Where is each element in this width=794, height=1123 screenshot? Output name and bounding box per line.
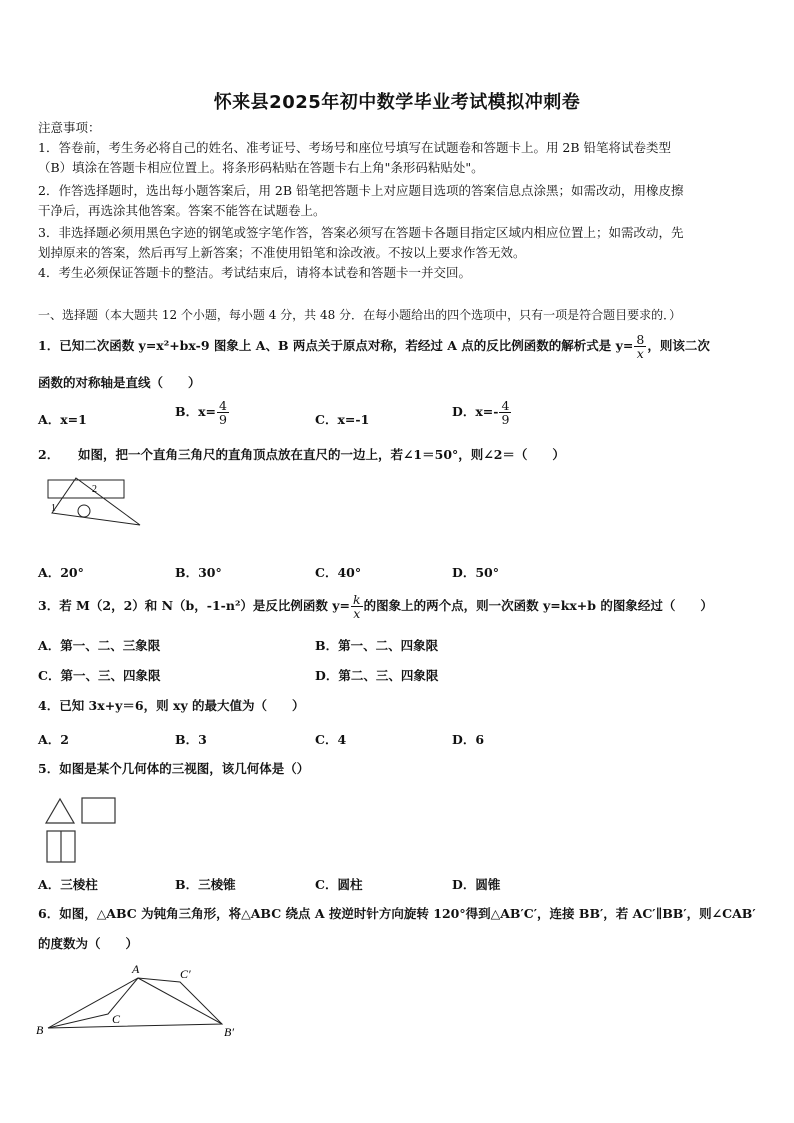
question-1-stem-cont: 函数的对称轴是直线（ ） [38, 375, 201, 390]
option-2c[interactable]: C．40° [315, 565, 362, 580]
side-view-rectangle [82, 798, 115, 823]
option-5a[interactable]: A．三棱柱 [38, 877, 98, 892]
section-heading: 一、选择题（本大题共 12 个小题，每小题 4 分，共 48 分．在每小题给出的四个选项中，只有一项是符合题目要求的．） [38, 308, 682, 322]
angle-2-label: 2 [92, 484, 97, 495]
fraction-numerator: 4 [219, 398, 227, 413]
notice-line-6: 划掉原来的答案，然后再写上新答案；不准使用铅笔和涂改液。不按以上要求作答无效。 [38, 245, 526, 260]
fraction-numerator: 8 [636, 332, 645, 347]
page-title: 怀来县2025年初中数学毕业考试模拟冲刺卷 [213, 92, 581, 113]
notice-line-7: 4．考生必须保证答题卡的整洁。考试结束后，请将本试卷和答题卡一并交回。 [38, 265, 471, 280]
option-3d[interactable]: D．第二、三、四象限 [315, 668, 439, 683]
option-2d[interactable]: D．50° [452, 565, 499, 580]
option-4d[interactable]: D．6 [452, 732, 485, 747]
question-3-text-b: 的图象上的两个点，则一次函数 y=kx+b 的图象经过（ ） [363, 598, 713, 613]
option-3a[interactable]: A．第一、二、三象限 [38, 638, 161, 653]
question-5-stem: 5．如图是某个几何体的三视图，该几何体是（） [38, 761, 310, 776]
option-1c[interactable]: C．x=-1 [315, 412, 370, 427]
question-3-fraction [351, 593, 363, 620]
question-6-stem-cont: 的度数为（ ） [38, 936, 139, 951]
point-b-label: B [36, 1023, 44, 1037]
segment-ab-prime [138, 978, 222, 1024]
ruler-triangle-figure [40, 475, 145, 530]
question-4-stem: 4．已知 3x+y＝6，则 xy 的最大值为（ ） [38, 698, 305, 713]
fraction-denominator: 9 [219, 412, 227, 427]
question-1-text-b: ，则该二次 [647, 338, 710, 353]
point-c-label: C [112, 1012, 121, 1026]
option-1b[interactable] [175, 398, 230, 426]
option-1d-prefix: D．x=- [452, 404, 499, 419]
fraction-denominator: 9 [501, 412, 510, 427]
option-2a[interactable]: A．20° [38, 565, 84, 580]
question-6-stem: 6．如图，△ABC 为钝角三角形，将△ABC 绕点 A 按逆时针方向旋转 120°得到△AB′C′，连接 BB′，若 AC′∥BB′，则∠CAB′ [38, 906, 756, 921]
option-1b-fraction [217, 399, 229, 426]
question-3-text-a: 3．若 M（2，2）和 N（b，-1-n²）是反比例函数 y= [38, 598, 351, 613]
ruler-shape [48, 480, 124, 498]
option-3c[interactable]: C．第一、三、四象限 [38, 668, 161, 683]
angle-1-label: 1 [51, 503, 56, 514]
outer-polygon [48, 978, 222, 1028]
front-view-triangle [46, 799, 74, 823]
point-b-prime-label: B′ [224, 1025, 234, 1039]
fraction-numerator: k [353, 592, 361, 607]
option-1a[interactable]: A．x=1 [38, 412, 87, 427]
question-1-fraction [634, 333, 646, 360]
option-5c[interactable]: C．圆柱 [315, 877, 363, 892]
option-2b[interactable]: B．30° [175, 565, 222, 580]
option-4b[interactable]: B．3 [175, 732, 207, 747]
option-1d-fraction [499, 399, 511, 426]
fraction-numerator: 4 [501, 398, 510, 413]
set-square-hole [78, 505, 90, 517]
option-3b[interactable]: B．第一、二、四象限 [315, 638, 439, 653]
question-3-stem [38, 592, 713, 620]
option-5b[interactable]: B．三棱锥 [175, 877, 236, 892]
fraction-denominator: x [353, 606, 361, 621]
point-c-prime-label: C′ [180, 967, 191, 981]
option-5d[interactable]: D．圆锥 [452, 877, 501, 892]
notice-line-3: 2．作答选择题时，选出每小题答案后，用 2B 铅笔把答题卡上对应题目选项的答案信息点涂黑；如需改动，用橡皮擦 [38, 183, 684, 198]
notice-line-1: 1．答卷前，考生务必将自己的姓名、准考证号、考场号和座位号填写在试题卷和答题卡上。用 2B 铅笔将试卷类型 [38, 140, 672, 155]
option-1b-prefix: B．x= [175, 404, 216, 419]
question-2-stem: 2． 如图，把一个直角三角尺的直角顶点放在直尺的一边上，若∠1＝50°，则∠2＝（ ） [38, 447, 565, 462]
option-4c[interactable]: C．4 [315, 732, 347, 747]
option-4a[interactable]: A．2 [38, 732, 69, 747]
notice-heading: 注意事项： [38, 120, 101, 135]
notice-line-4: 干净后，再选涂其他答案。答案不能答在试题卷上。 [38, 203, 326, 218]
three-view-figure [42, 795, 122, 867]
point-a-label: A [132, 962, 140, 976]
question-1-stem [38, 332, 710, 360]
rotation-triangle-figure [34, 960, 244, 1042]
fraction-denominator: x [636, 346, 644, 361]
notice-line-5: 3．非选择题必须用黑色字迹的钢笔或签字笔作答，答案必须写在答题卡各题目指定区域内相应位置上；如需改动，先 [38, 225, 684, 240]
option-1d[interactable] [452, 398, 512, 426]
notice-line-2: （B）填涂在答题卡相应位置上。将条形码粘贴在答题卡右上角"条形码粘贴处"。 [38, 160, 484, 175]
question-1-text-a: 1．已知二次函数 y=x²+bx-9 图象上 A、B 两点关于原点对称，若经过 A 点的反比例函数的解析式是 y= [38, 338, 634, 353]
